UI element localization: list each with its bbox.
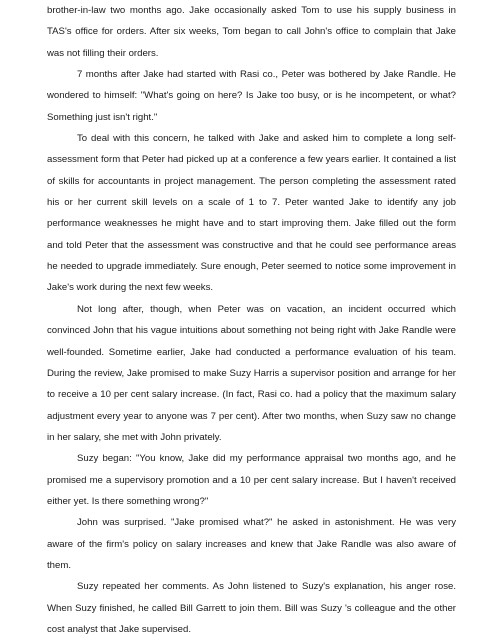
document-page [47,0,456,640]
paragraph-1: brother-in-law two months ago. Jake occasionally asked Tom to use his supply business in TAS's office for orders. After six weeks, Tom began to call John's office to complain that Jake was not filling their orders. [47,5,456,59]
paragraph-6: John was surprised. "Jake promised what?" he asked in astonishment. He was very aware of the firm's policy on salary increases and knew that Jake Randle was also aware of them. [47,517,456,571]
paragraph-3: To deal with this concern, he talked with Jake and asked him to complete a long self-assessment form that Peter had picked up at a conference a few years earlier. It contained a list of skills for accountants in project management. The person completing the assessment rated his or her current skill levels on a scale of 1 to 7. Peter wanted Jake to identify any job performance weaknesses he might have and to start improving them. Jake filled out the form and told Peter that the assessment was constructive and that he could see performance areas he needed to upgrade immediately. Sure enough, Peter seemed to notice some improvement in Jake's work during the next few weeks. [47,133,456,294]
paragraph-4: Not long after, though, when Peter was on vacation, an incident occurred which convinced John that his vague intuitions about something not being right with Jake Randle were well-founded. Sometime earlier, Jake had conducted a performance evaluation of his team. During the review, Jake promised to make Suzy Harris a supervisor position and arrange for her to receive a 10 per cent salary increase. (In fact, Rasi co. had a policy that the maximum salary adjustment every year to anyone was 7 per cent). After two months, when Suzy saw no change in her salary, she met with John privately. [47,303,456,443]
paragraph-7: Suzy repeated her comments. As John listened to Suzy's explanation, his anger rose. When Suzy finished, he called Bill Garrett to join them. Bill was Suzy 's colleague and the other cost analyst that Jake supervised. [47,581,456,635]
paragraph-5: Suzy began: "You know, Jake did my performance appraisal two months ago, and he promised me a supervisory promotion and a 10 per cent salary increase. But I haven't received either yet. Is there something wrong?" [47,453,456,507]
paragraph-2: 7 months after Jake had started with Rasi co., Peter was bothered by Jake Randle. He wondered to himself: "What's going on here? Is Jake too busy, or is he incompetent, or what? Something just isn't right." [47,69,456,123]
